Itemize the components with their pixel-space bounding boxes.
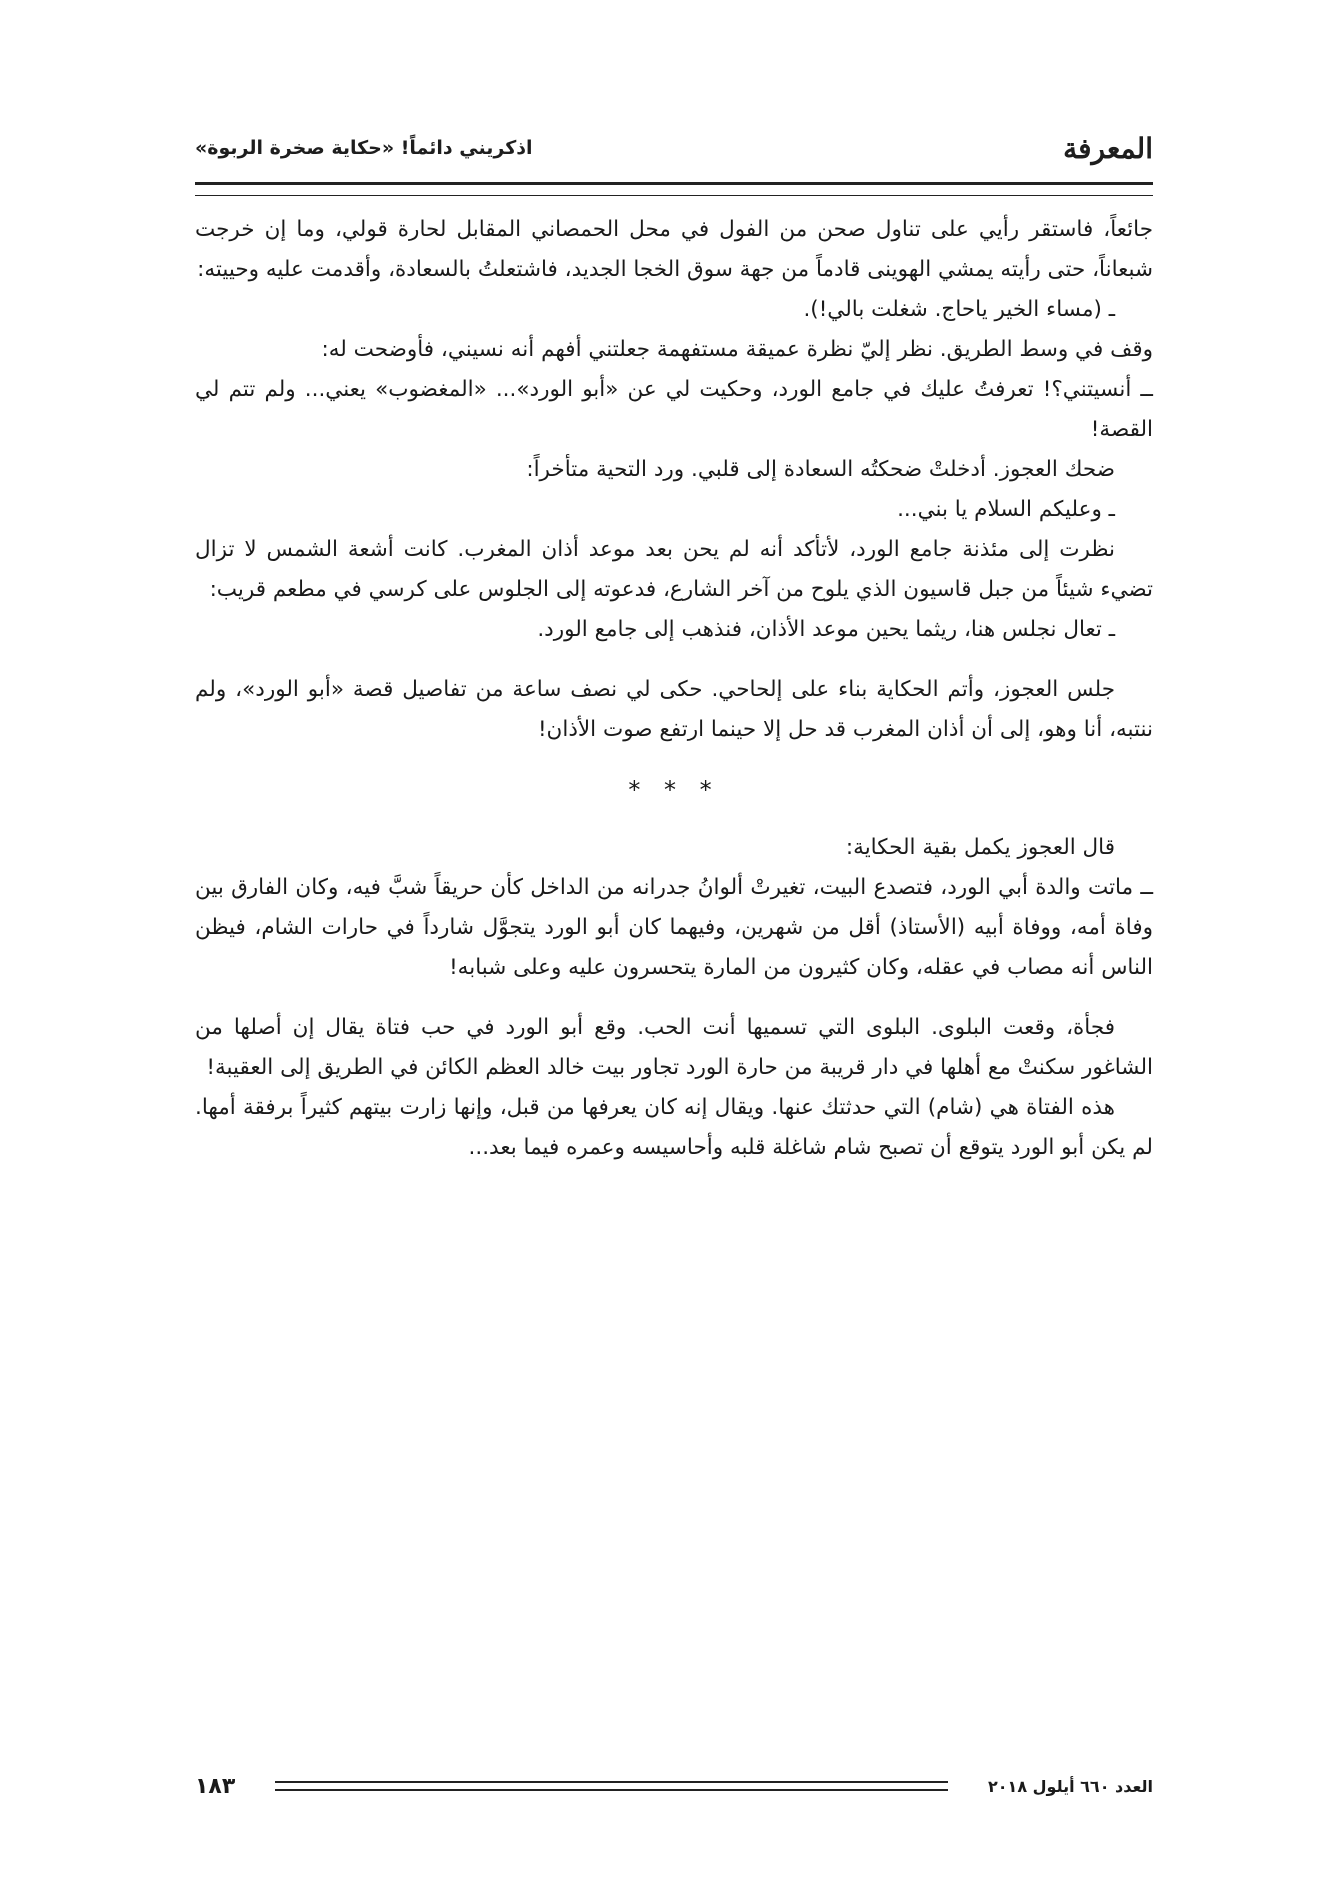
paragraph: ـ تعال نجلس هنا، ريثما يحين موعد الأذان، فنذهب إلى جامع الورد. [537,617,1115,642]
magazine-logo: المعرفة [1063,131,1153,165]
paragraph: فجأة، وقعت البلوى. البلوى التي تسميها أنت الحب. وقع أبو الورد في حب فتاة يقال إن أصلها من الشاغور سكنتْ مع أهلها في دار قريبة من حارة الورد تجاور بيت خالد العظم الكائن في الطريق إلى العقيبة! [195,1015,1153,1080]
paragraph: جائعاً، فاستقر رأيي على تناول صحن من الفول في محل الحمصاني المقابل لحارة قولي، وما إن خرجت شبعاناً، حتى رأيته يمشي الهوينى قادماً من جهة سوق الخجا الجديد، فاشتعلتُ بالسعادة، وأقدمت عليه وحييته: [195,217,1153,282]
article-body [195,210,1153,1168]
paragraph: ــ أنسيتني؟! تعرفتُ عليك في جامع الورد، وحكيت لي عن «أبو الورد»... «المغضوب» يعني... ولم تتم لي القصة! [195,377,1153,442]
paragraph: ـ وعليكم السلام يا بني... [897,497,1115,522]
paragraph: هذه الفتاة هي (شام) التي حدثتك عنها. ويقال إنه كان يعرفها من قبل، وإنها زارت بيتهم كثيراً برفقة أمها. لم يكن أبو الورد يتوقع أن تصبح شام شاغلة قلبه وأحاسيسه وعمره فيما بعد... [195,1095,1153,1160]
paragraph: ـ (مساء الخير ياحاج. شغلت بالي!). [803,297,1115,322]
paragraph: جلس العجوز، وأتم الحكاية بناء على إلحاحي. حكى لي نصف ساعة من تفاصيل قصة «أبو الورد»، ولم ننتبه، أنا وهو، إلى أن أذان المغرب قد حل إلا حينما ارتفع صوت الأذان! [195,677,1153,742]
paragraph: وقف في وسط الطريق. نظر إليّ نظرة عميقة مستفهمة جعلتني أفهم أنه نسيني، فأوضحت له: [321,337,1153,362]
issue-info: العدد ٦٦٠ أيلول ٢٠١٨ [988,1776,1153,1796]
page-header [195,118,1153,178]
page-footer [195,1766,1153,1806]
paragraph: ــ ماتت والدة أبي الورد، فتصدع البيت، تغيرتْ ألوانُ جدرانه من الداخل كأن حريقاً شبَّ فيه، وكان الفارق بين وفاة أمه، ووفاة أبيه (الأستاذ) أقل من شهرين، وفيهما كان أبو الورد يتجوَّل شارداً في حارات الشام، فيظن الناس أنه مصاب في عقله، وكان كثيرون من المارة يتحسرون عليه وعلى شبابه! [195,875,1153,980]
page-number: ١٨٣ [195,1773,236,1799]
header-rule [195,182,1153,196]
paragraph: قال العجوز يكمل بقية الحكاية: [845,835,1115,860]
footer-rule [275,1781,948,1791]
running-title: اذكريني دائماً! «حكاية صخرة الربوة» [195,137,533,159]
paragraph: نظرت إلى مئذنة جامع الورد، لأتأكد أنه لم يحن بعد موعد أذان المغرب. كانت أشعة الشمس لا تزال تضيء شيئاً من جبل قاسيون الذي يلوح من آخر الشارع، فدعوته إلى الجلوس على كرسي في مطعم قريب: [195,537,1153,602]
section-separator: * * * [628,776,720,804]
paragraph: ضحك العجوز. أدخلتْ ضحكتُه السعادة إلى قلبي. ورد التحية متأخراً: [526,457,1115,482]
